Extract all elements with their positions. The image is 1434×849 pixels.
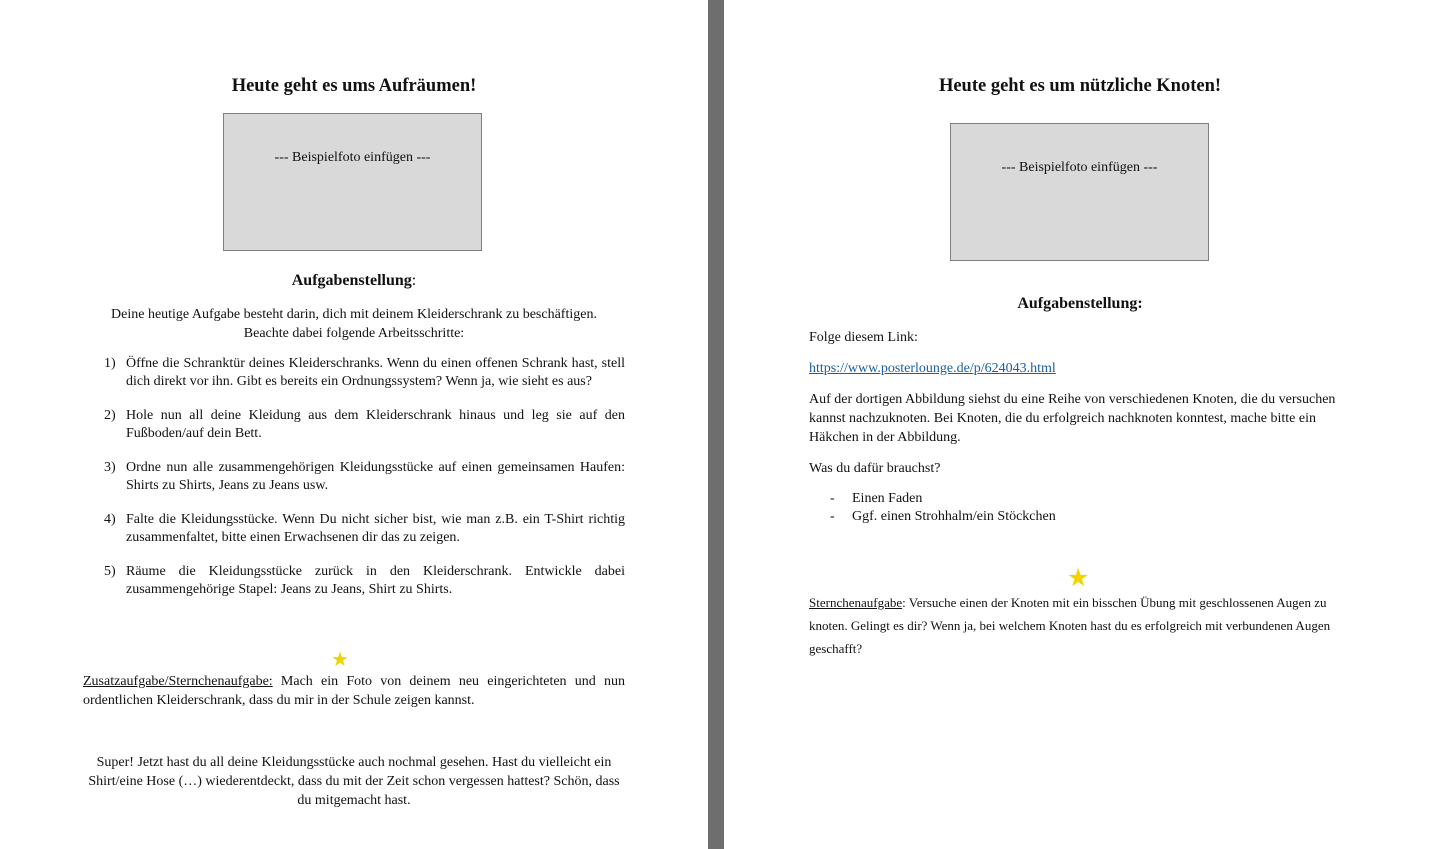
left-photo-placeholder-text: --- Beispielfoto einfügen --- (274, 150, 431, 165)
step-item (104, 511, 625, 546)
step-text: Ordne nun alle zusammengehörigen Kleidungsstücke auf einen gemeinsamen Haufen: Shirts zu Shirts, Jeans zu Jeans usw. (126, 460, 625, 493)
left-photo-placeholder (223, 113, 482, 251)
right-bonus-label: Sternchenaufgabe (809, 595, 903, 610)
right-bonus-text: : Versuche einen der Knoten mit ein bisschen Übung mit geschlossenen Augen zu knoten. Gelingt es dir? Wenn ja, bei welchem Knoten hast du es erfolgreich mit verbundenen Augen geschafft? (809, 595, 1331, 656)
right-description: Auf der dortigen Abbildung siehst du eine Reihe von verschiedenen Knoten, die du versuchen kannst nachzuknoten. Bei Knoten, die du erfolgreich nachknoten konntest, mache bitte ein Häkchen in der Abbildung. (809, 392, 1336, 445)
step-item (104, 459, 625, 494)
left-task-heading-text: Aufgabenstellung (291, 272, 412, 289)
step-text: Öffne die Schranktür deines Kleiderschranks. Wenn du einen offenen Schrank hast, stell dich direkt vor ihn. Gibt es bereits ein Ordnungssystem? Wenn ja, wie sieht es aus? (126, 356, 625, 389)
left-steps-list (104, 355, 625, 615)
list-item-text: Ggf. einen Strohhalm/ein Stöckchen (852, 508, 1056, 524)
star-icon: ★ (1067, 565, 1090, 592)
step-number: 1) (104, 356, 116, 371)
step-text: Falte die Kleidungsstücke. Wenn Du nicht sicher bist, wie man z.B. ein T-Shirt richtig zusammenfaltet, bitte einen Erwachsenen dir das zu zeigen. (126, 512, 625, 545)
right-bonus-task (809, 591, 1354, 660)
left-page-title: Heute geht es ums Aufräumen! (231, 76, 477, 96)
list-dash: - (830, 491, 835, 506)
right-question: Was du dafür brauchst? (809, 461, 941, 476)
step-text: Räume die Kleidungsstücke zurück in den Kleiderschrank. Entwickle dabei zusammengehörige Stapel: Jeans zu Jeans, Shirt zu Shirts. (126, 564, 625, 597)
step-number: 2) (104, 408, 116, 423)
left-intro-line2: Beachte dabei folgende Arbeitsschritte: (243, 326, 465, 341)
step-number: 3) (104, 460, 116, 475)
list-item-text: Einen Faden (852, 491, 923, 506)
left-bonus-text: Mach ein Foto von deinem neu eingerichteten und nun ordentlichen Kleiderschrank, dass du mir in der Schule zeigen kannst. (83, 674, 625, 708)
star-icon: ★ (331, 649, 349, 671)
right-task-heading-text: Aufgabenstellung: (1017, 295, 1143, 312)
list-item (830, 490, 1056, 508)
step-item (104, 355, 625, 390)
step-text: Hole nun all deine Kleidung aus dem Kleiderschrank hinaus und leg sie auf den Fußboden/auf dein Bett. (126, 408, 625, 441)
follow-link-label: Folge diesem Link: (809, 330, 918, 345)
left-closing-text: Super! Jetzt hast du all deine Kleidungsstücke auch nochmal gesehen. Hast du vielleicht ein Shirt/eine Hose (…) wiederentdeckt, dass du mit der Zeit schon vergessen hattest? Schön, dass du mitgemacht hast. (88, 755, 620, 808)
step-item (104, 407, 625, 442)
step-number: 4) (104, 512, 116, 527)
list-dash: - (830, 508, 835, 524)
right-page-title: Heute geht es um nützliche Knoten! (938, 76, 1222, 96)
right-photo-placeholder (950, 123, 1209, 261)
left-task-heading (104, 272, 604, 290)
page-divider (708, 0, 724, 849)
right-task-heading (830, 295, 1330, 313)
right-photo-placeholder-text: --- Beispielfoto einfügen --- (1001, 160, 1158, 175)
step-item (104, 563, 625, 598)
left-bonus-task (83, 672, 625, 710)
left-task-heading-colon: : (411, 272, 417, 289)
left-bonus-label: Zusatzaufgabe/Sternchenaufgabe: (83, 674, 273, 689)
left-intro (84, 305, 624, 343)
needs-list (830, 490, 1056, 525)
list-item (830, 508, 1056, 526)
left-intro-line1: Deine heutige Aufgabe besteht darin, dich mit deinem Kleiderschrank zu beschäftigen. (111, 307, 597, 322)
poster-link[interactable]: https://www.posterlounge.de/p/624043.html (809, 361, 1056, 376)
step-number: 5) (104, 564, 116, 579)
